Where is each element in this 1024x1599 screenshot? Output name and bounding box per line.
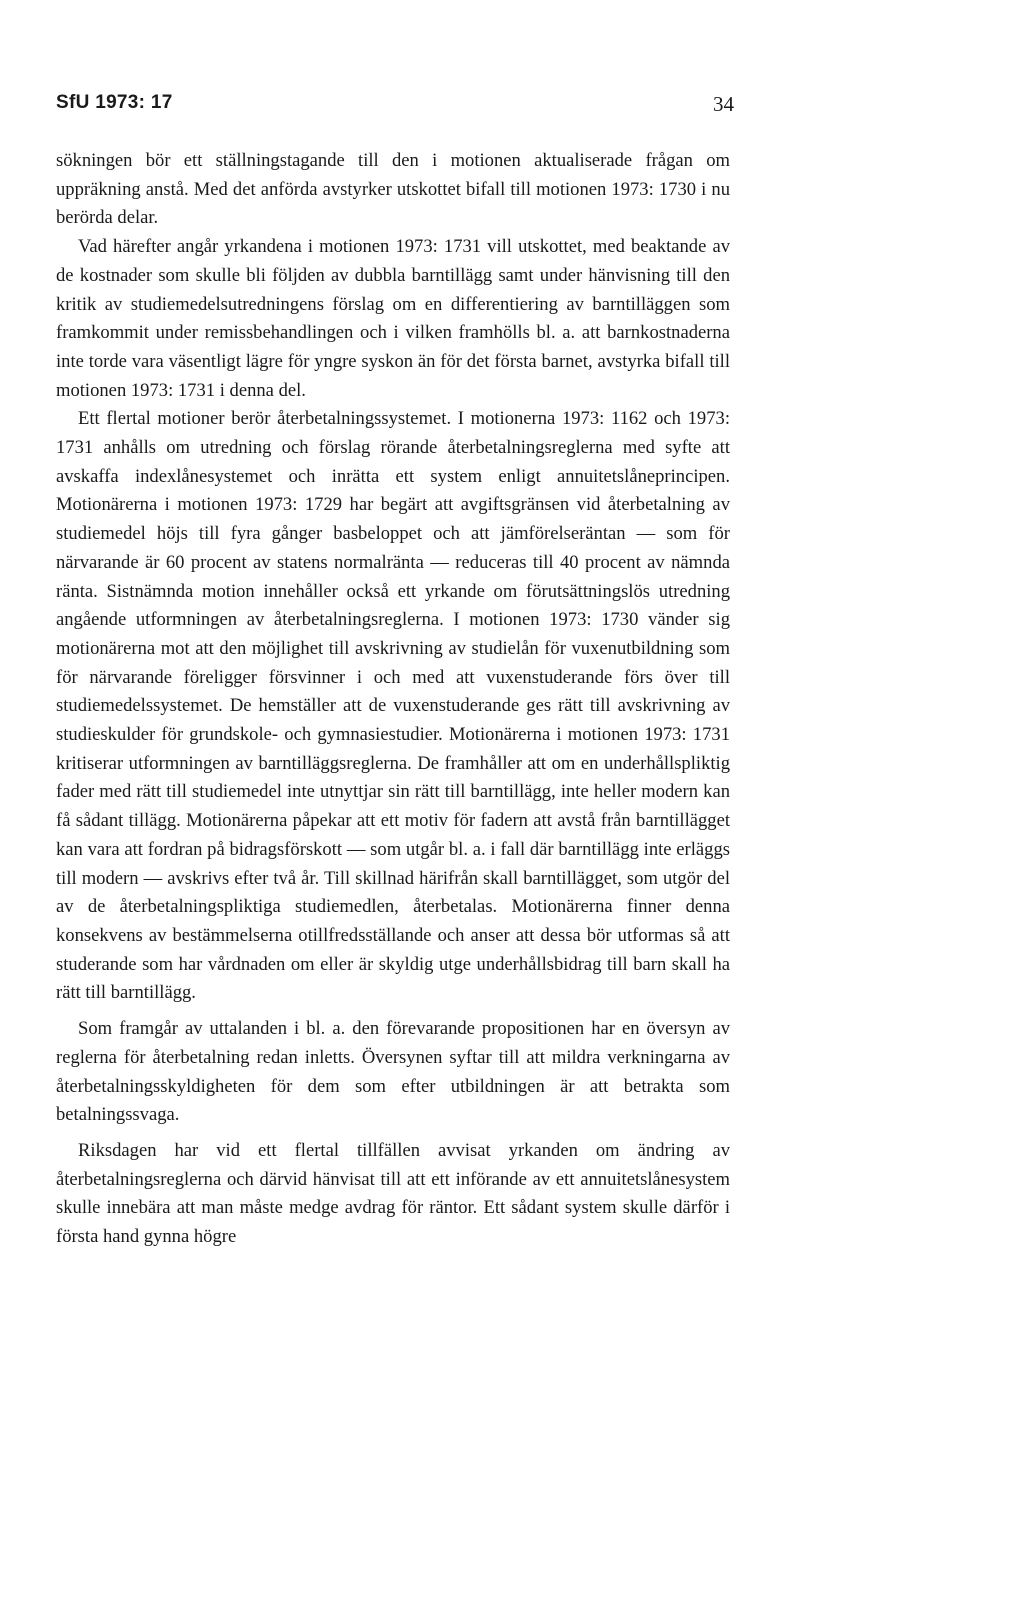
paragraph: Ett flertal motioner berör återbetalningssystemet. I motionerna 1973: 1162 och 1973: 1731 anhålls om utredning och förslag rörande återbetalningsreglerna med syfte att avskaffa indexlånesystemet och inrätta ett system enligt annuitetslåneprincipen. Motionärerna i motionen 1973: 1729 har begärt att avgiftsgränsen vid återbetalning av studiemedel höjs till fyra gånger basbeloppet och att jämförelseräntan — som för närvarande är 60 procent av statens normalränta — reduceras till 40 procent av nämnda ränta. Sistnämnda motion innehåller också ett yrkande om förutsättningslös utredning angående utformningen av återbetalningsreglerna. I motionen 1973: 1730 vänder sig motionärerna mot att den möjlighet till avskrivning av studielån för vuxenutbildning som för närvarande föreligger försvinner i och med att vuxenstuderande förs över till studiemedelssystemet. De hemställer att de vuxenstuderande ges rätt till avskrivning av studieskulder för grundskole- och gymnasiestudier. Motionärerna i motionen 1973: 1731 kritiserar utformningen av barntilläggsreglerna. De framhåller att om en underhållspliktig fader med rätt till studiemedel inte utnyttjar sin rätt till barntillägg, inte heller modern kan få sådant tillägg. Motionärerna påpekar att ett motiv för fadern att avstå från barntillägget kan vara att fordran på bidragsförskott — som utgår bl. a. i fall där barntillägg inte erläggs till modern — avskrivs efter två år. Till skillnad härifrån skall barntillägget, som utgör del av de återbetalningspliktiga studiemedlen, återbetalas. Motionärerna finner denna konsekvens av bestämmelserna otillfredsställande och anser att dessa bör utformas så att studerande som har vårdnaden om eller är skyldig utge underhållsbidrag till barn skall ha rätt till barntillägg. (56, 408, 730, 1004)
document-reference: SfU 1973: 17 (56, 92, 173, 113)
paragraph: Riksdagen har vid ett flertal tillfällen avvisat yrkanden om ändring av återbetalningsreglerna och därvid hänvisat till att ett införande av ett annuitetslånesystem skulle innebära att man måste medge avdrag för räntor. Ett sådant system skulle därför i första hand gynna högre (56, 1139, 730, 1248)
paragraph: Vad härefter angår yrkandena i motionen 1973: 1731 vill utskottet, med beaktande av de kostnader som skulle bli följden av dubbla barntillägg samt under hänvisning till den kritik av studiemedelsutredningens förslag om en differentiering av barntilläggen som framkommit under remissbehandlingen och i vilken framhölls bl. a. att barnkostnaderna inte torde vara väsentligt lägre för yngre syskon än för det första barnet, avstyrka bifall till motionen 1973: 1731 i denna del. (56, 236, 730, 401)
page-number: 34 (713, 92, 734, 116)
paragraph: sökningen bör ett ställningstagande till den i motionen aktualiserade frågan om uppräkning anstå. Med det anförda avstyrker utskottet bifall till motionen 1973: 1730 i nu berörda delar. (56, 150, 730, 229)
paragraph: Som framgår av uttalanden i bl. a. den förevarande propositionen har en översyn av reglerna för återbetalning redan inletts. Översynen syftar till att mildra verkningarna av återbetalningsskyldigheten för dem som efter utbildningen är att betrakta som betalningssvaga. (56, 1018, 730, 1126)
page-header (56, 92, 734, 122)
body-text (56, 147, 730, 1252)
